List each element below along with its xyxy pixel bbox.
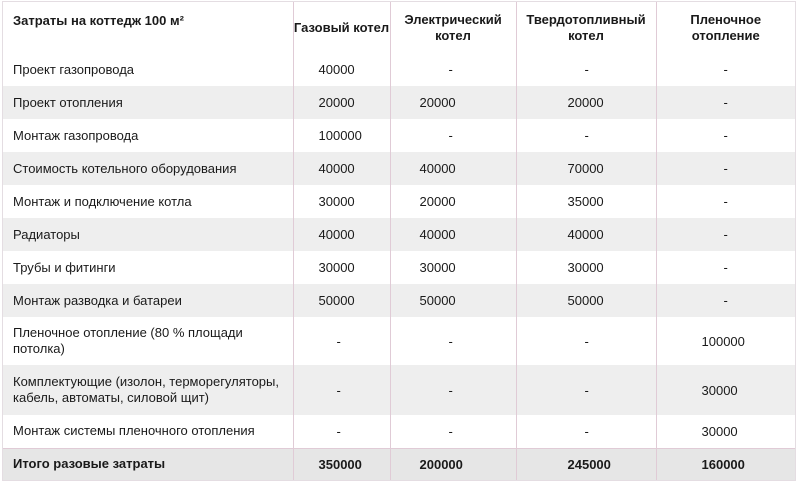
- header-film-heating: Пленочное отопление: [656, 2, 795, 53]
- table-row: [3, 152, 795, 185]
- table-row: [3, 284, 795, 317]
- cell-value: 30000: [293, 251, 390, 284]
- total-value: 245000: [516, 448, 656, 480]
- row-label: Монтаж системы пленочного отопления: [13, 423, 255, 439]
- header-solid-fuel-boiler: Твердотопливный котел: [516, 2, 656, 53]
- cell-value: 40000: [390, 218, 516, 251]
- cell-value: 100000: [293, 119, 390, 152]
- cell-value: -: [656, 152, 795, 185]
- cell-value: -: [656, 218, 795, 251]
- cell-value: 40000: [390, 152, 516, 185]
- table-row: [3, 365, 795, 415]
- cell-value: 70000: [516, 152, 656, 185]
- total-label: Итого разовые затраты: [3, 448, 293, 480]
- cell-value: -: [390, 53, 516, 86]
- cell-value: -: [656, 53, 795, 86]
- cost-comparison-table: [3, 2, 795, 480]
- cell-value: -: [656, 119, 795, 152]
- table-row: [3, 251, 795, 284]
- cell-value: 50000: [390, 284, 516, 317]
- row-label: Монтаж и подключение котла: [13, 193, 192, 209]
- cell-value: -: [656, 185, 795, 218]
- header-costs: Затраты на коттедж 100 м²: [13, 13, 184, 28]
- cell-value: 30000: [656, 365, 795, 415]
- total-value: 160000: [656, 448, 795, 480]
- cost-table-container: [2, 1, 796, 481]
- table-row: [3, 185, 795, 218]
- cell-value: 20000: [516, 86, 656, 119]
- cell-value: -: [390, 317, 516, 365]
- cell-value: 20000: [390, 185, 516, 218]
- row-label: Трубы и фитинги: [13, 259, 116, 275]
- total-value: 350000: [293, 448, 390, 480]
- cell-value: -: [656, 251, 795, 284]
- row-label: Радиаторы: [3, 218, 293, 251]
- cell-value: 20000: [390, 86, 516, 119]
- cell-value: 40000: [293, 218, 390, 251]
- total-row: [3, 448, 795, 480]
- total-value: 200000: [390, 448, 516, 480]
- cell-value: -: [293, 365, 390, 415]
- row-label: Проект отопления: [3, 86, 293, 119]
- cell-value: -: [390, 119, 516, 152]
- table-row: [3, 119, 795, 152]
- cell-value: -: [516, 317, 656, 365]
- header-electric-boiler: Электрический котел: [390, 2, 516, 53]
- cell-value: 30000: [293, 185, 390, 218]
- row-label: Монтаж газопровода: [13, 127, 139, 143]
- header-gas-boiler: Газовый котел: [293, 2, 390, 53]
- table-header-row: [3, 2, 795, 53]
- cell-value: 40000: [293, 152, 390, 185]
- table-row: [3, 53, 795, 86]
- cell-value: 30000: [656, 415, 795, 448]
- cell-value: 35000: [516, 185, 656, 218]
- cell-value: 30000: [390, 251, 516, 284]
- row-label: Монтаж разводка и батареи: [3, 284, 293, 317]
- cell-value: 20000: [293, 86, 390, 119]
- cell-value: -: [656, 284, 795, 317]
- table-row: [3, 218, 795, 251]
- cell-value: -: [293, 415, 390, 448]
- cell-value: 30000: [516, 251, 656, 284]
- cell-value: 40000: [293, 53, 390, 86]
- row-label: Стоимость котельного оборудования: [3, 152, 293, 185]
- table-row: [3, 415, 795, 448]
- cell-value: -: [516, 365, 656, 415]
- cell-value: -: [516, 119, 656, 152]
- cell-value: -: [293, 317, 390, 365]
- cell-value: 40000: [516, 218, 656, 251]
- cell-value: -: [516, 53, 656, 86]
- cell-value: -: [516, 415, 656, 448]
- table-row: [3, 317, 795, 365]
- cell-value: 100000: [656, 317, 795, 365]
- cell-value: 50000: [516, 284, 656, 317]
- cell-value: -: [656, 86, 795, 119]
- row-label: Пленочное отопление (80 % площади потолка): [13, 325, 243, 356]
- cell-value: 50000: [293, 284, 390, 317]
- cell-value: -: [390, 365, 516, 415]
- row-label: Проект газопровода: [13, 61, 135, 77]
- table-row: [3, 86, 795, 119]
- cell-value: -: [390, 415, 516, 448]
- row-label: Комплектующие (изолон, терморегуляторы, кабель, автоматы, силовой щит): [3, 365, 293, 415]
